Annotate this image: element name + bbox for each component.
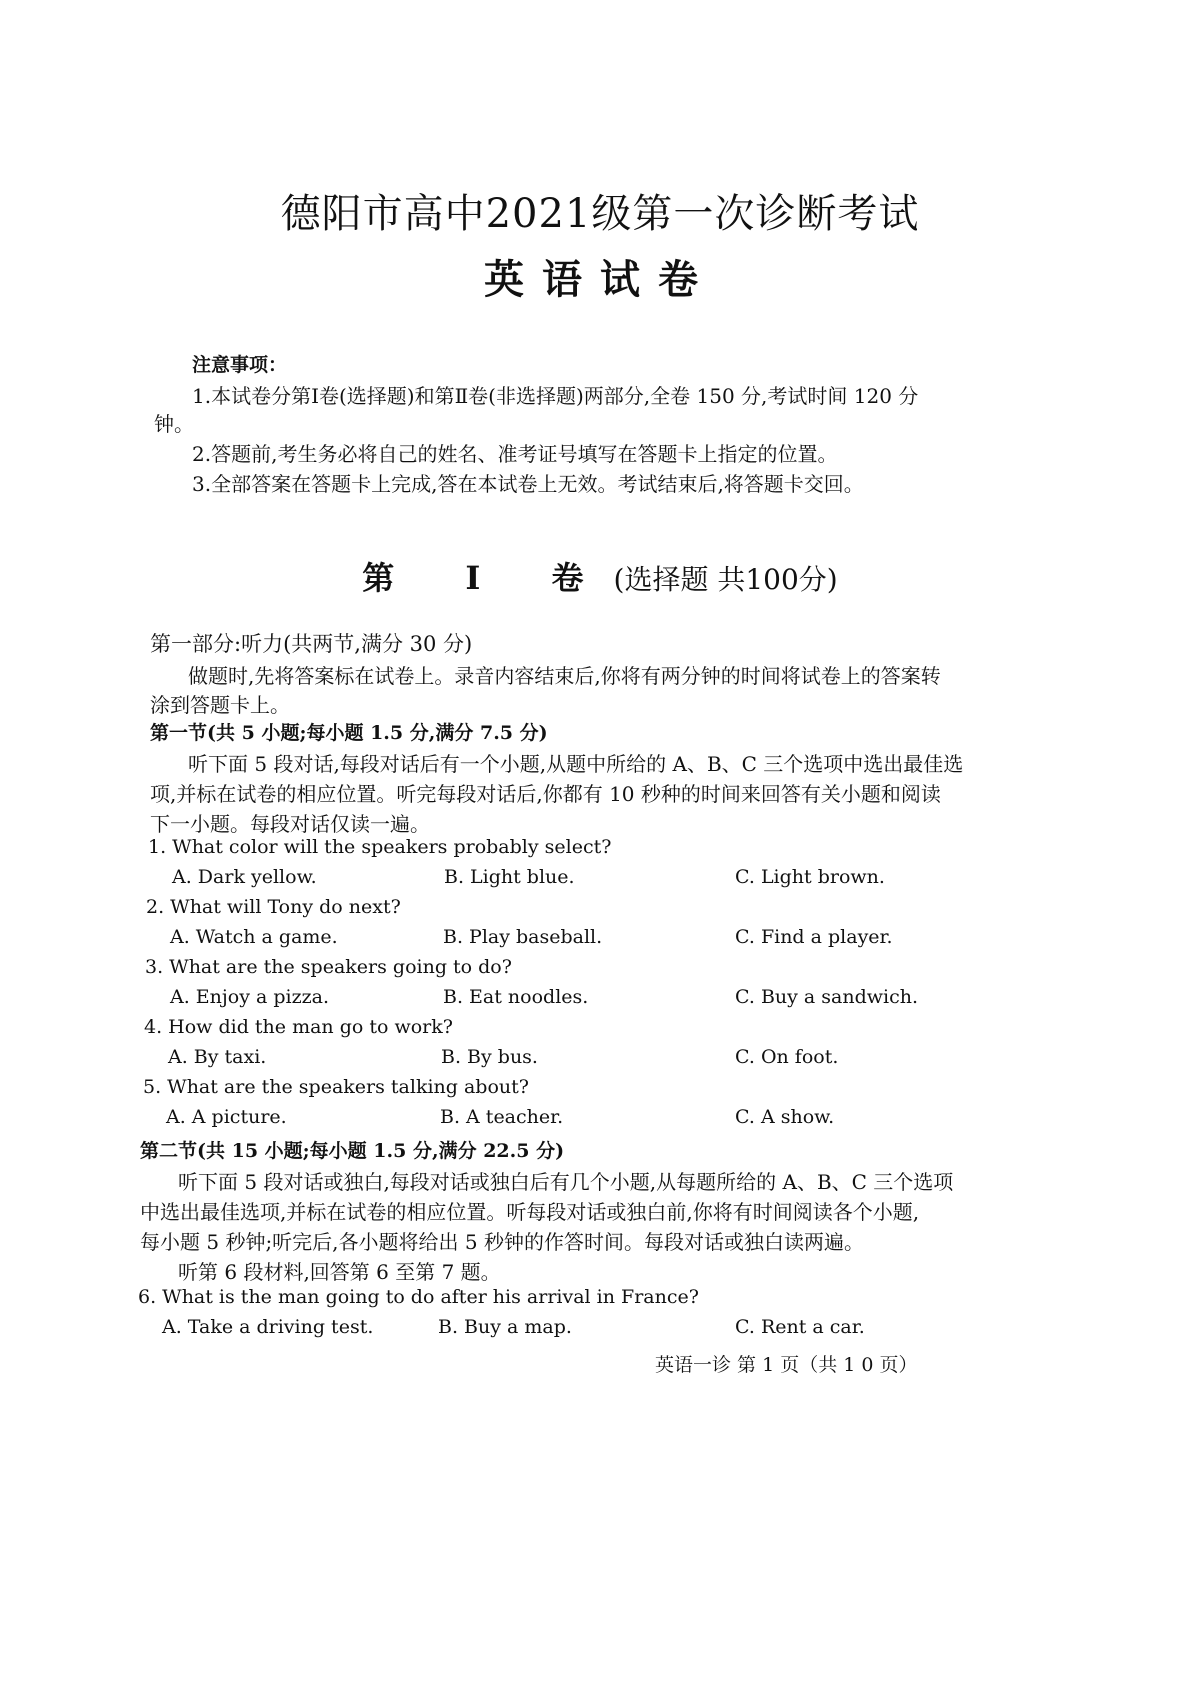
question-6-option-b: B. Buy a map. — [438, 1316, 572, 1338]
question-2-option-b: B. Play baseball. — [443, 926, 603, 948]
section2-intro-1: 听下面 5 段对话或独白,每段对话或独白后有几个小题,从每题所给的 A、B、C 三个选项 — [178, 1170, 954, 1194]
section1-intro-2: 项,并标在试卷的相应位置。听完每段对话后,你都有 10 秒种的时间来回答有关小题和阅读 — [150, 782, 941, 806]
section1-heading: 第一节(共 5 小题;每小题 1.5 分,满分 7.5 分) — [150, 722, 548, 744]
section2-intro-3: 每小题 5 秒钟;听完后,各小题将给出 5 秒钟的作答时间。每段对话或独白读两遍。 — [140, 1230, 864, 1254]
question-3-stem: 3. What are the speakers going to do? — [145, 956, 512, 978]
page-footer: 英语一诊 第 1 页（共 1 0 页） — [655, 1354, 918, 1376]
section2-intro-2: 中选出最佳选项,并标在试卷的相应位置。听每段对话或独白前,你将有时间阅读各个小题, — [140, 1200, 920, 1224]
question-2-option-c: C. Find a player. — [735, 926, 893, 948]
question-3-option-a: A. Enjoy a pizza. — [170, 986, 330, 1008]
part1-heading: 第一部分:听力(共两节,满分 30 分) — [150, 632, 473, 656]
exam-subtitle: 英语试卷 — [484, 256, 716, 303]
question-4-option-b: B. By bus. — [441, 1046, 538, 1068]
question-1-stem: 1. What color will the speakers probably select? — [148, 836, 612, 858]
section1-intro-1: 听下面 5 段对话,每段对话后有一个小题,从题中所给的 A、B、C 三个选项中选出最佳选 — [188, 752, 964, 776]
notice-item-3: 3.全部答案在答题卡上完成,答在本试卷上无效。考试结束后,将答题卡交回。 — [192, 472, 864, 496]
volume-note: (选择题 共100分) — [613, 563, 838, 596]
question-6-stem: 6. What is the man going to do after his arrival in France? — [138, 1286, 699, 1308]
notice-heading: 注意事项： — [192, 354, 288, 376]
question-1-option-b: B. Light blue. — [444, 866, 575, 888]
exam-title: 德阳市高中2021级第一次诊断考试 — [280, 191, 920, 237]
question-4-option-a: A. By taxi. — [168, 1046, 267, 1068]
question-6-option-c: C. Rent a car. — [735, 1316, 865, 1338]
question-4-stem: 4. How did the man go to work? — [144, 1016, 453, 1038]
volume-label: 第 Ⅰ 卷 — [362, 559, 614, 597]
question-5-option-c: C. A show. — [735, 1106, 835, 1128]
question-2-stem: 2. What will Tony do next? — [146, 896, 401, 918]
section2-heading: 第二节(共 15 小题;每小题 1.5 分,满分 22.5 分) — [140, 1140, 565, 1162]
question-1-option-c: C. Light brown. — [735, 866, 885, 888]
notice-item-1: 1.本试卷分第Ⅰ卷(选择题)和第Ⅱ卷(非选择题)两部分,全卷 150 分,考试时间 120 分 — [192, 384, 919, 408]
question-5-option-a: A. A picture. — [166, 1106, 287, 1128]
section1-intro-3: 下一小题。每段对话仅读一遍。 — [150, 812, 430, 836]
question-3-option-b: B. Eat noodles. — [443, 986, 589, 1008]
question-5-option-b: B. A teacher. — [440, 1106, 564, 1128]
notice-item-2: 2.答题前,考生务必将自己的姓名、准考证号填写在答题卡上指定的位置。 — [192, 442, 838, 466]
notice-item-1-cont: 钟。 — [154, 412, 194, 436]
part1-intro-2: 涂到答题卡上。 — [150, 693, 290, 717]
question-3-option-c: C. Buy a sandwich. — [735, 986, 919, 1008]
part1-intro-1: 做题时,先将答案标在试卷上。录音内容结束后,你将有两分钟的时间将试卷上的答案转 — [188, 664, 941, 688]
question-4-option-c: C. On foot. — [735, 1046, 839, 1068]
volume-heading — [0, 553, 1200, 599]
section2-material: 听第 6 段材料,回答第 6 至第 7 题。 — [178, 1260, 501, 1284]
question-6-option-a: A. Take a driving test. — [162, 1316, 374, 1338]
question-1-option-a: A. Dark yellow. — [172, 866, 317, 888]
question-5-stem: 5. What are the speakers talking about? — [143, 1076, 529, 1098]
question-2-option-a: A. Watch a game. — [170, 926, 338, 948]
